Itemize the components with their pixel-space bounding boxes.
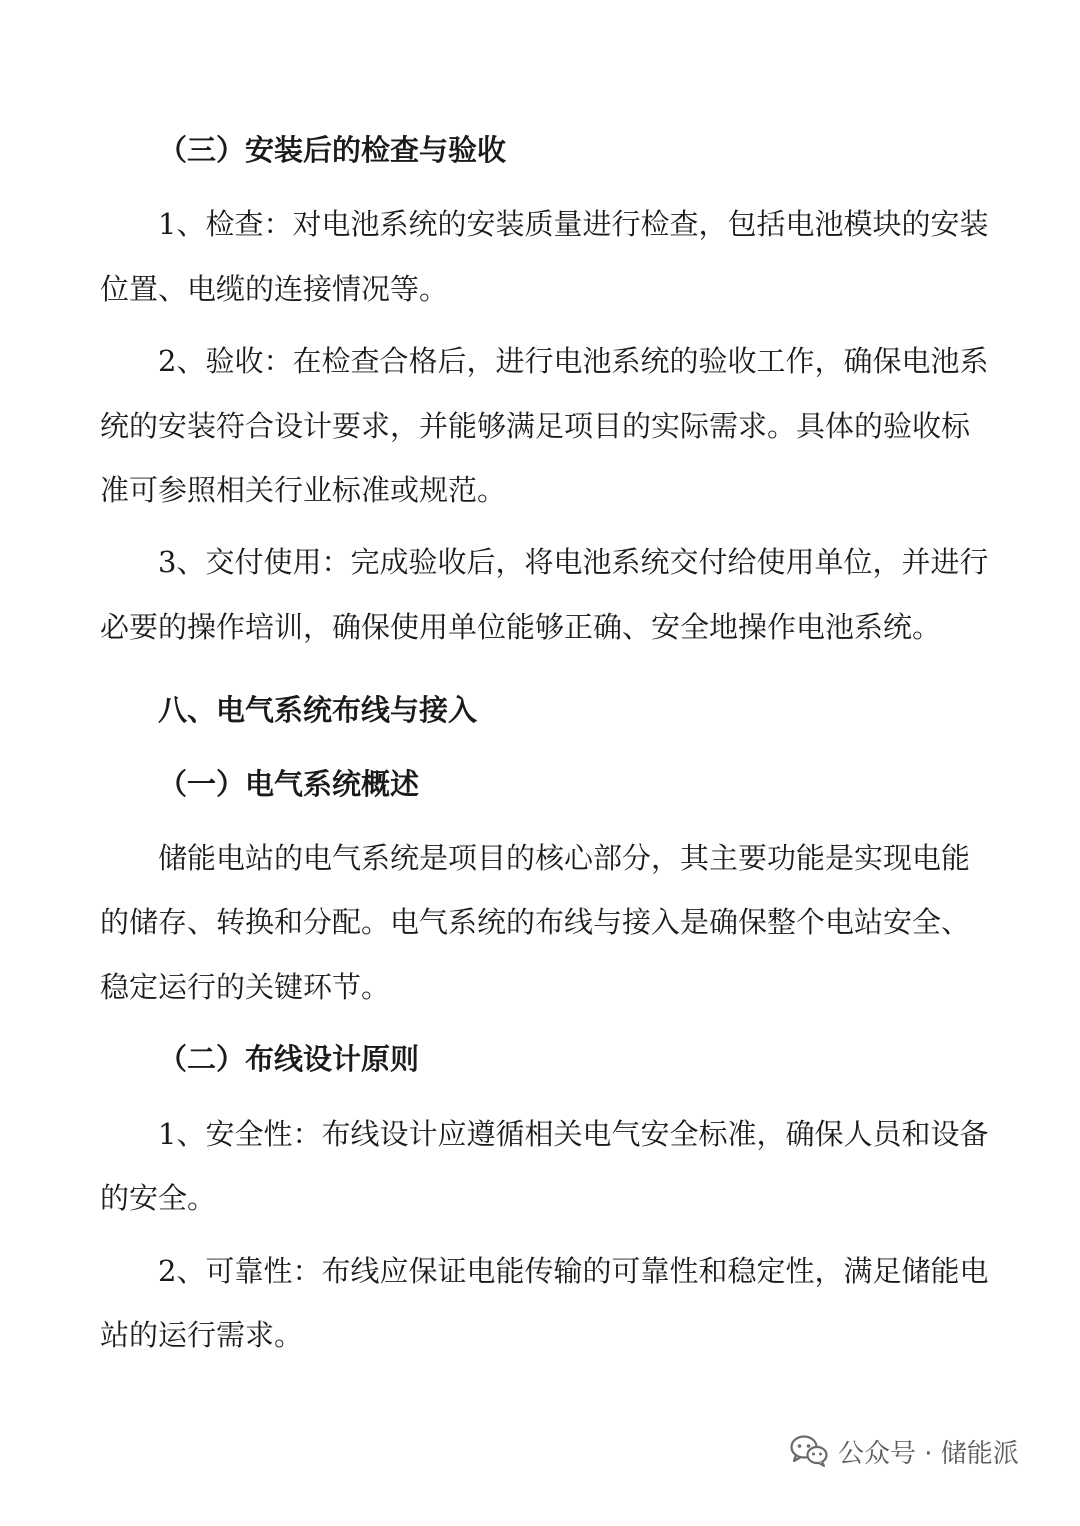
paragraph-line: 储能电站的电气系统是项目的核心部分，其主要功能是实现电能 [158,841,971,875]
paragraph-line: 统的安装符合设计要求，并能够满足项目的实际需求。具体的验收标 [100,409,971,443]
paragraph-line: 的安全。 [100,1181,217,1215]
subsection-heading-wiring-principles: （二）布线设计原则 [158,1042,420,1076]
paragraph-line: 站的运行需求。 [100,1318,304,1352]
paragraph-line: 2、验收：在检查合格后，进行电池系统的验收工作，确保电池系 [158,344,989,378]
paragraph-line: 必要的操作培训，确保使用单位能够正确、安全地操作电池系统。 [100,610,942,644]
watermark-text: 公众号 · 储能派 [838,1438,1019,1469]
paragraph-line: 1、安全性：布线设计应遵循相关电气安全标准，确保人员和设备 [158,1117,989,1151]
paragraph-line: 稳定运行的关键环节。 [100,970,391,1004]
paragraph-line: 准可参照相关行业标准或规范。 [100,473,507,507]
wechat-icon [790,1435,828,1467]
chapter-heading-electrical-wiring: 八、电气系统布线与接入 [158,693,478,727]
subsection-heading-overview: （一）电气系统概述 [158,767,420,801]
section-heading-inspection-acceptance: （三）安装后的检查与验收 [158,133,507,167]
paragraph-line: 1、检查：对电池系统的安装质量进行检查，包括电池模块的安装 [158,207,989,241]
paragraph-line: 位置、电缆的连接情况等。 [100,272,449,306]
paragraph-line: 的储存、转换和分配。电气系统的布线与接入是确保整个电站安全、 [100,905,971,939]
paragraph-line: 3、交付使用：完成验收后，将电池系统交付给使用单位，并进行 [158,545,989,579]
paragraph-line: 2、可靠性：布线应保证电能传输的可靠性和稳定性，满足储能电 [158,1254,989,1288]
watermark [790,1431,1019,1471]
